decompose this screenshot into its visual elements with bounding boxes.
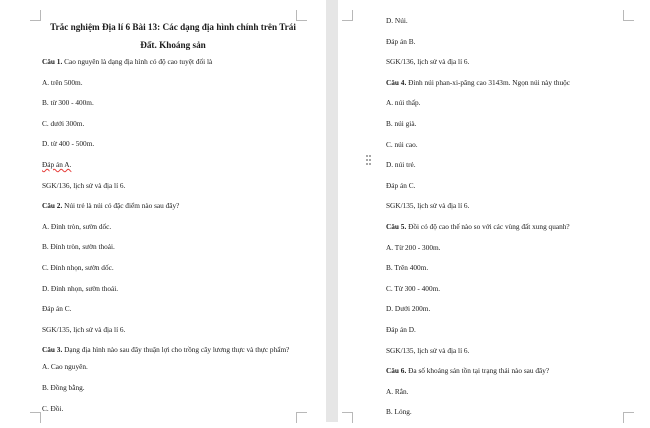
option-c: C. Đồi. xyxy=(42,403,64,413)
question-3 xyxy=(42,345,304,354)
option-b: B. Lỏng. xyxy=(386,407,412,417)
option-d: D. Đỉnh nhọn, sườn thoải. xyxy=(42,283,119,293)
crop-mark xyxy=(30,412,41,423)
page-gutter xyxy=(326,0,338,422)
option-d: D. từ 400 - 500m. xyxy=(42,139,95,149)
answer-text: Đáp án A. xyxy=(42,159,72,169)
document-page-left xyxy=(0,0,326,422)
option-b: B. Đồng bằng. xyxy=(42,382,85,392)
option-d: D. Núi. xyxy=(386,16,408,25)
question-text: Dạng địa hình nào sau đây thuận lợi cho trồng cây lương thực và thực phẩm? xyxy=(64,345,290,355)
page-content[interactable] xyxy=(386,16,626,428)
option-a: A. núi thấp. xyxy=(386,98,421,108)
document-page-right xyxy=(338,0,650,422)
option-a: A. Cao nguyên. xyxy=(42,362,88,372)
option-c: C. Đỉnh nhọn, sườn dốc. xyxy=(42,262,114,272)
answer-line: Đáp án C. xyxy=(42,304,72,314)
source-line: SGK/136, lịch sử và địa lí 6. xyxy=(386,57,470,67)
document-title: Trắc nghiệm Địa lí 6 Bài 13: Các dạng địa hình chính trên Trái Đất. Khoáng sản xyxy=(50,22,296,50)
answer-line: Đáp án D. xyxy=(386,324,416,334)
option-b: B. Trên 400m. xyxy=(386,263,429,273)
option-a: A. Rắn. xyxy=(386,386,409,396)
option-b: B. Đỉnh tròn, sườn thoải. xyxy=(42,242,115,252)
question-label: Câu 2. xyxy=(42,201,63,211)
question-label: Câu 6. xyxy=(386,366,407,376)
drag-handle-icon[interactable] xyxy=(366,155,372,167)
question-label: Câu 3. xyxy=(42,345,63,355)
answer-line: Đáp án B. xyxy=(386,36,416,46)
option-c: C. Từ 300 - 400m. xyxy=(386,283,441,293)
option-d: D. Dưới 200m. xyxy=(386,304,431,314)
question-2 xyxy=(42,201,304,210)
page-content[interactable] xyxy=(42,18,304,424)
source-line: SGK/135, lịch sử và địa lí 6. xyxy=(42,324,126,334)
option-c: C. dưới 300m. xyxy=(42,118,85,128)
crop-mark xyxy=(342,10,353,21)
crop-mark xyxy=(30,10,41,21)
question-label: Câu 4. xyxy=(386,77,407,87)
question-5 xyxy=(386,222,626,231)
option-b: B. từ 300 - 400m. xyxy=(42,98,94,108)
answer-line xyxy=(42,160,304,169)
source-line: SGK/135, lịch sử và địa lí 6. xyxy=(386,345,470,355)
question-6 xyxy=(386,366,626,375)
crop-mark xyxy=(342,412,353,423)
question-text: Đa số khoáng sản tồn tại trạng thái nào sau đây? xyxy=(408,366,550,376)
option-a: A. Từ 200 - 300m. xyxy=(386,242,441,252)
question-text: Đỉnh núi phan-xi-păng cao 3143m. Ngọn núi này thuộc xyxy=(408,77,571,87)
answer-line: Đáp án C. xyxy=(386,180,416,190)
option-d: D. núi trẻ. xyxy=(386,160,416,170)
question-label: Câu 5. xyxy=(386,221,407,231)
question-label: Câu 1. xyxy=(42,57,63,66)
option-a: A. trên 500m. xyxy=(42,77,83,87)
option-a: A. Đỉnh tròn, sườn dốc. xyxy=(42,221,112,231)
option-b: B. núi già. xyxy=(386,118,417,128)
question-4 xyxy=(386,78,626,87)
question-1 xyxy=(42,57,304,66)
question-text: Đồi có độ cao thế nào so với các vùng đất xung quanh? xyxy=(408,221,570,231)
source-line: SGK/135, lịch sử và địa lí 6. xyxy=(386,201,470,211)
question-text: Núi trẻ là núi có đặc điểm nào sau đây? xyxy=(64,201,180,211)
source-line: SGK/136, lịch sử và địa lí 6. xyxy=(42,180,126,190)
option-c: C. núi cao. xyxy=(386,139,418,149)
question-text: Cao nguyên là dạng địa hình có độ cao tuyệt đối là xyxy=(64,57,213,66)
